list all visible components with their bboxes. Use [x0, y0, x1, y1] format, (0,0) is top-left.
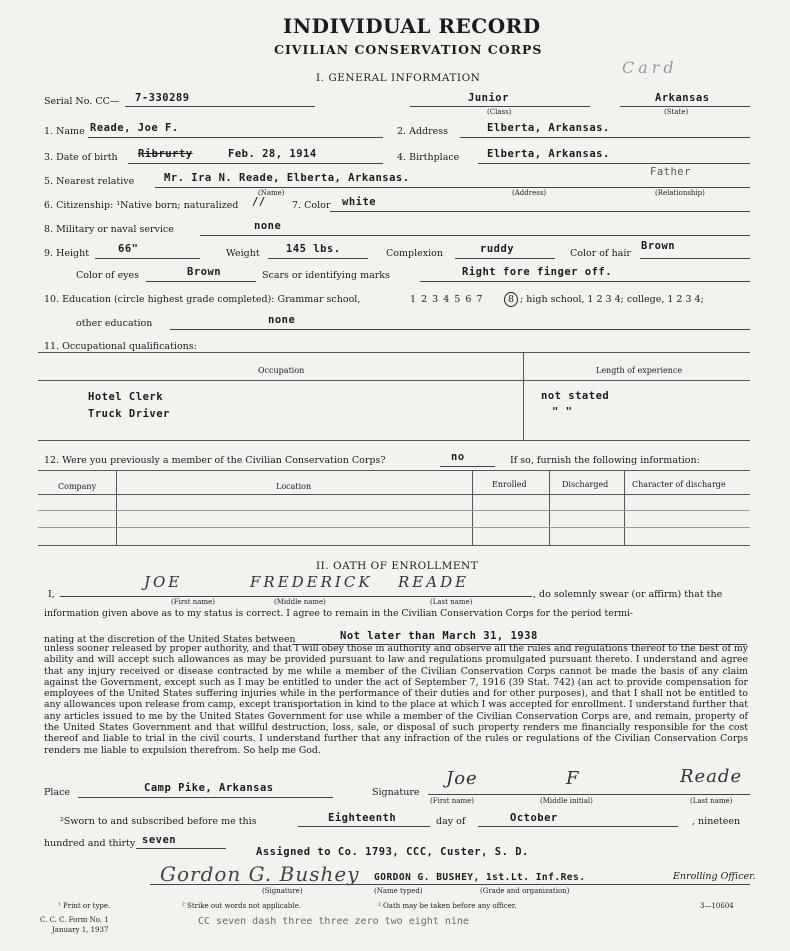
class-value: Junior [468, 92, 509, 104]
serial-label: Serial No. CC— [44, 96, 120, 107]
relative-label: 5. Nearest relative [44, 176, 135, 187]
oath-first-name: JOE [144, 573, 183, 591]
oath-i: I, [48, 589, 55, 600]
state-value: Arkansas [655, 92, 710, 104]
section-general-info: I. GENERAL INFORMATION [316, 72, 481, 84]
education-grades: 1 2 3 4 5 6 7 [410, 294, 484, 305]
oath-body: unless sooner released by proper authority, and that I will obey those in authority and observe all the rules and regulations thereof to the best of my ability and will accept such allowances as may be provided pursuant to law and regulations promulgated pursuant thereto. I understand and agree that any injury received or disease contracted by me while a member of the Civilian Conservation Corps cannot be made the basis of any claim against the Government, except such as I may be entitled to under the act of September 7, 1916 (39 Stat. 742) (an act to provide compensation for employees of the United States suffering injuries while in the performance of their duties and for other purposes), and that I shall not be entitled to any allowances upon release from camp, except transportation in kind to the place at which I was accepted for enrollment. I understand further that any articles issued to me by the United States Government for use while a member of the Civilian Conservation Corps are, and remain, property of the United States Government and that willful destruction, loss, sale, or disposal of such property renders me financially responsible for the cost thereof and liable to trial in the civil courts. I understand further that any infraction of the rules or regulations of the Civilian Conservation Corps renders me liable to expulsion therefrom. So help me God. [44, 643, 748, 756]
footnote-print: ¹ Print or type. [58, 902, 111, 910]
sig-cap-middle: (Middle initial) [540, 797, 593, 805]
scars-label: Scars or identifying marks [262, 270, 390, 281]
relative-address-caption: (Address) [512, 189, 547, 197]
military-value: none [254, 220, 282, 232]
footnote-strike: ² Strike out words not applicable. [182, 902, 301, 910]
oath-cap-last: (Last name) [430, 598, 473, 606]
education-rest: ; high school, 1 2 3 4; college, 1 2 3 4; [520, 294, 704, 305]
sworn-nineteen: , nineteen [692, 816, 741, 827]
assigned-note: Assigned to Co. 1793, CCC, Custer, S. D. [256, 846, 529, 858]
citizenship-mark: // [252, 196, 266, 208]
oath-cap-first: (First name) [171, 598, 215, 606]
section-oath: II. OATH OF ENROLLMENT [316, 560, 479, 572]
col-company: Company [58, 482, 97, 491]
place-label: Place [44, 787, 71, 798]
sworn-text: ²Sworn to and subscribed before me this [60, 816, 257, 827]
name-value: Reade, Joe F. [90, 122, 179, 134]
oath-cap-middle: (Middle name) [274, 598, 326, 606]
footer-code: 3—10604 [700, 902, 734, 910]
applicant-sig-last: Reade [680, 766, 743, 787]
relationship-value: Father [650, 166, 691, 178]
applicant-sig-first: Joe [446, 768, 478, 789]
dob-label: 3. Date of birth [44, 152, 118, 163]
sworn-day: Eighteenth [328, 812, 397, 824]
color-value: white [342, 196, 377, 208]
oath-line2a: nating at the discretion of the United States between [44, 634, 296, 645]
sig-cap-first: (First name) [430, 797, 474, 805]
sworn-hundred: hundred and thirty [44, 838, 136, 849]
birthplace-value: Elberta, Arkansas. [487, 148, 610, 160]
officer-cap-typed: (Name typed) [374, 887, 423, 895]
footnote-oath: ² Oath may be taken before any officer. [378, 902, 517, 910]
oath-swear: , do solemnly swear (or affirm) that the [533, 589, 723, 600]
oath-period: Not later than March 31, 1938 [340, 630, 538, 642]
sworn-year: seven [142, 834, 177, 846]
birthplace-label: 4. Birthplace [397, 152, 460, 163]
length-row-1: not stated [541, 390, 610, 402]
previous-value: no [451, 451, 465, 463]
oath-middle-name: FREDERICK [250, 573, 373, 591]
citizenship-label: 6. Citizenship: ¹Native born; naturalized [44, 200, 239, 211]
oath-line1: information given above as to my status is correct. I agree to remain in the Civilian Conservation Corps for the period termi- [44, 608, 634, 619]
relative-relationship-caption: (Relationship) [655, 189, 705, 197]
length-row-2: " " [552, 406, 573, 418]
signature-label: Signature [372, 787, 420, 798]
eyes-value: Brown [187, 266, 222, 278]
address-value: Elberta, Arkansas. [487, 122, 610, 134]
oath-last-name: READE [398, 573, 470, 591]
officer-cap-signature: (Signature) [262, 887, 303, 895]
officer-signature: Gordon G. Bushey [160, 862, 360, 886]
occupation-row-1: Hotel Clerk [88, 391, 164, 403]
pencil-note: Card [622, 58, 678, 77]
weight-value: 145 lbs. [286, 243, 341, 255]
color-label: 7. Color [292, 200, 331, 211]
other-education-label: other education [76, 318, 153, 329]
col-enrolled: Enrolled [492, 480, 527, 489]
serial-value: 7-330289 [135, 92, 190, 104]
col-occupation: Occupation [258, 366, 305, 375]
dob-struck: Ribrurty [138, 148, 193, 160]
col-length: Length of experience [596, 366, 683, 375]
col-discharged: Discharged [562, 480, 609, 489]
officer-title: Enrolling Officer. [673, 871, 756, 882]
form-title: INDIVIDUAL RECORD [283, 14, 541, 38]
sworn-day-of: day of [436, 816, 466, 827]
other-education-value: none [268, 314, 296, 326]
height-value: 66" [118, 243, 139, 255]
hair-label: Color of hair [570, 248, 631, 259]
scars-value: Right fore finger off. [462, 266, 613, 278]
eyes-label: Color of eyes [76, 270, 140, 281]
military-label: 8. Military or naval service [44, 224, 174, 235]
relative-name-caption: (Name) [258, 189, 285, 197]
form-subtitle: CIVILIAN CONSERVATION CORPS [274, 42, 543, 57]
officer-cap-grade: (Grade and organization) [480, 887, 570, 895]
complexion-label: Complexion [386, 248, 443, 259]
weight-label: Weight [226, 248, 260, 259]
complexion-value: ruddy [480, 243, 515, 255]
form-number: C. C. C. Form No. 1 [40, 916, 109, 924]
height-label: 9. Height [44, 248, 90, 259]
place-value: Camp Pike, Arkansas [144, 782, 274, 794]
occupation-label: 11. Occupational qualifications: [44, 341, 197, 352]
sig-cap-last: (Last name) [690, 797, 733, 805]
state-caption: (State) [664, 108, 689, 116]
applicant-sig-middle: F [566, 768, 582, 789]
address-label: 2. Address [397, 126, 449, 137]
hair-value: Brown [641, 240, 676, 252]
col-character: Character of discharge [632, 480, 726, 489]
education-label: 10. Education (circle highest grade completed): Grammar school, [44, 294, 361, 305]
form-date: January 1, 1937 [52, 926, 109, 934]
occupation-row-2: Truck Driver [88, 408, 170, 420]
bottom-typed-line: CC seven dash three three zero two eight nine [198, 916, 469, 927]
class-caption: (Class) [487, 108, 512, 116]
dob-value: Feb. 28, 1914 [228, 148, 317, 160]
previous-follow: If so, furnish the following information: [510, 455, 700, 466]
col-location: Location [276, 482, 312, 491]
sworn-month: October [510, 812, 558, 824]
previous-label: 12. Were you previously a member of the Civilian Conservation Corps? [44, 455, 386, 466]
relative-value: Mr. Ira N. Reade, Elberta, Arkansas. [164, 172, 410, 184]
officer-typed: GORDON G. BUSHEY, 1st.Lt. Inf.Res. [374, 872, 586, 883]
education-circled-grade: 8 [504, 292, 518, 307]
name-label: 1. Name [44, 126, 85, 137]
